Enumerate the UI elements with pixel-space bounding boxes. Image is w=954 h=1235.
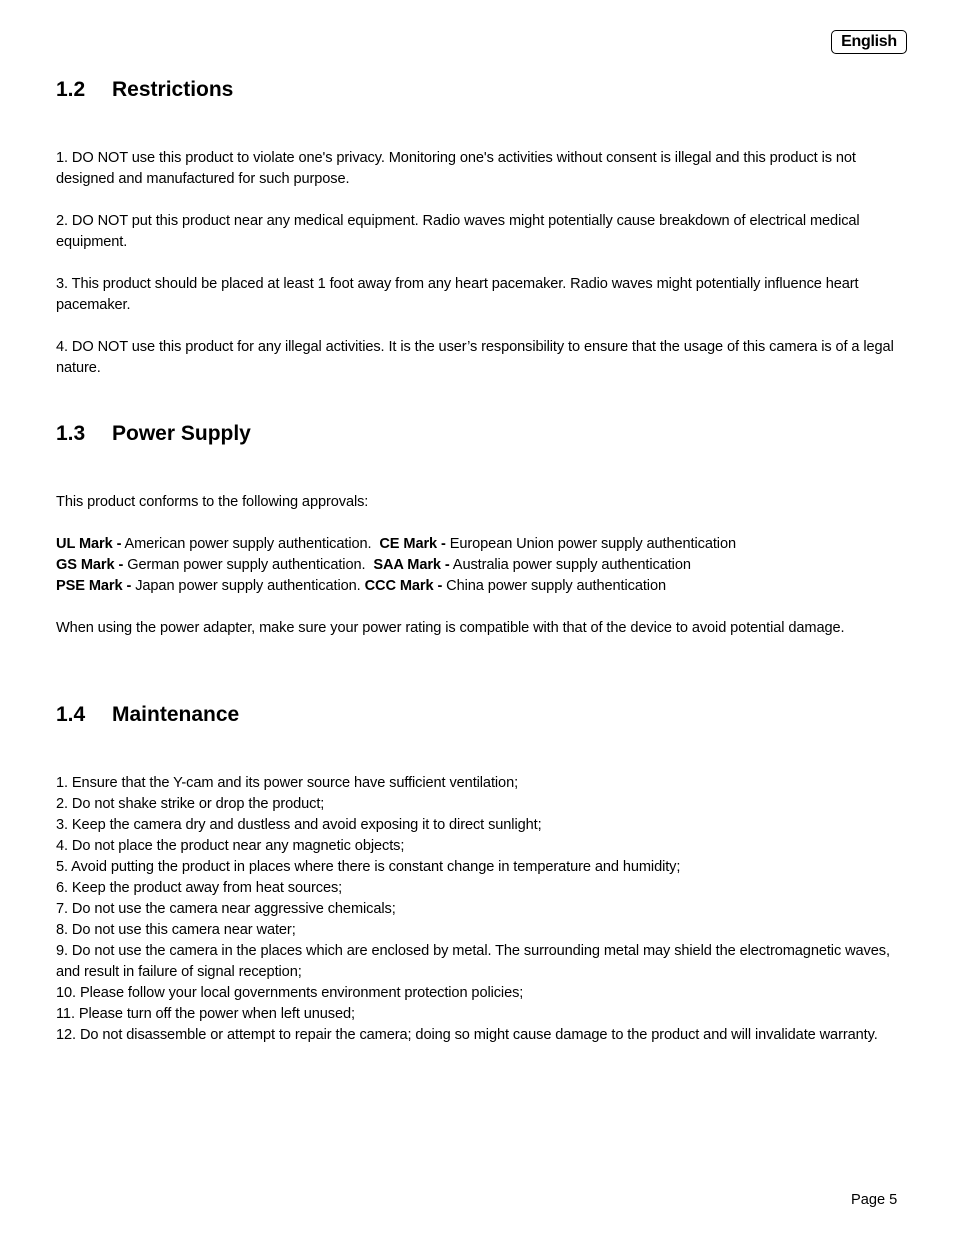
ul-mark-label: UL Mark - (56, 536, 122, 552)
maintenance-item: 7. Do not use the camera near aggressive chemicals; (56, 901, 396, 917)
section-title: Power Supply (112, 422, 251, 445)
maintenance-item: 10. Please follow your local governments environment protection policies; (56, 985, 524, 1001)
maintenance-item: 9. Do not use the camera in the places which are enclosed by metal. The surrounding metal may shield the electromagnetic waves, and result in failure of signal reception; (56, 943, 890, 980)
saa-mark-text: Australia power supply authentication (449, 557, 691, 573)
maintenance-item: 6. Keep the product away from heat sources; (56, 880, 343, 896)
marks-line (56, 555, 906, 576)
marks-line (56, 534, 906, 555)
section-number: 1.3 (56, 422, 86, 445)
maintenance-item: 2. Do not shake strike or drop the product; (56, 796, 325, 812)
section-number: 1.4 (56, 703, 86, 726)
section-heading-power-supply (56, 422, 251, 446)
maintenance-item: 12. Do not disassemble or attempt to repair the camera; doing so might cause damage to the product and will invalidate warranty. (56, 1027, 878, 1043)
approvals-intro: This product conforms to the following approvals: (56, 494, 369, 510)
section-heading-maintenance (56, 703, 239, 727)
restriction-item: 3. This product should be placed at least 1 foot away from any heart pacemaker. Radio waves might potentially influence heart pacemaker. (56, 276, 859, 313)
pse-mark-label: PSE Mark - (56, 578, 132, 594)
maintenance-item: 3. Keep the camera dry and dustless and avoid exposing it to direct sunlight; (56, 817, 542, 833)
section-title: Restrictions (112, 78, 234, 101)
maintenance-item: 4. Do not place the product near any magnetic objects; (56, 838, 405, 854)
ce-mark-text: European Union power supply authentication (445, 536, 736, 552)
approval-marks (56, 534, 906, 597)
power-adapter-note: When using the power adapter, make sure your power rating is compatible with that of the device to avoid potential damage. (56, 620, 845, 636)
restriction-item: 2. DO NOT put this product near any medical equipment. Radio waves might potentially cause breakdown of electrical medical equipment. (56, 213, 860, 250)
page-number: Page 5 (851, 1192, 898, 1208)
gs-mark-label: GS Mark - (56, 557, 124, 573)
maintenance-item: 1. Ensure that the Y-cam and its power source have sufficient ventilation; (56, 775, 519, 791)
saa-mark-label: SAA Mark - (373, 557, 450, 573)
ccc-mark-text: China power supply authentication (442, 578, 666, 594)
restriction-item: 1. DO NOT use this product to violate one's privacy. Monitoring one's activities without consent is illegal and this product is not designed and manufactured for such purpose. (56, 150, 856, 187)
restriction-item: 4. DO NOT use this product for any illegal activities. It is the user’s responsibility to ensure that the usage of this camera is of a legal nature. (56, 339, 894, 376)
marks-line (56, 576, 906, 597)
ce-mark-label: CE Mark - (379, 536, 446, 552)
gs-mark-text: German power supply authentication. (123, 557, 374, 573)
language-badge: English (831, 30, 907, 54)
maintenance-item: 11. Please turn off the power when left unused; (56, 1006, 355, 1022)
maintenance-list (56, 773, 906, 1046)
section-number: 1.2 (56, 78, 86, 101)
pse-mark-text: Japan power supply authentication. (131, 578, 365, 594)
maintenance-item: 8. Do not use this camera near water; (56, 922, 296, 938)
maintenance-item: 5. Avoid putting the product in places where there is constant change in temperature and humidity; (56, 859, 681, 875)
ul-mark-text: American power supply authentication. (121, 536, 380, 552)
section-heading-restrictions (56, 78, 233, 102)
ccc-mark-label: CCC Mark - (364, 578, 443, 594)
section-title: Maintenance (112, 703, 240, 726)
